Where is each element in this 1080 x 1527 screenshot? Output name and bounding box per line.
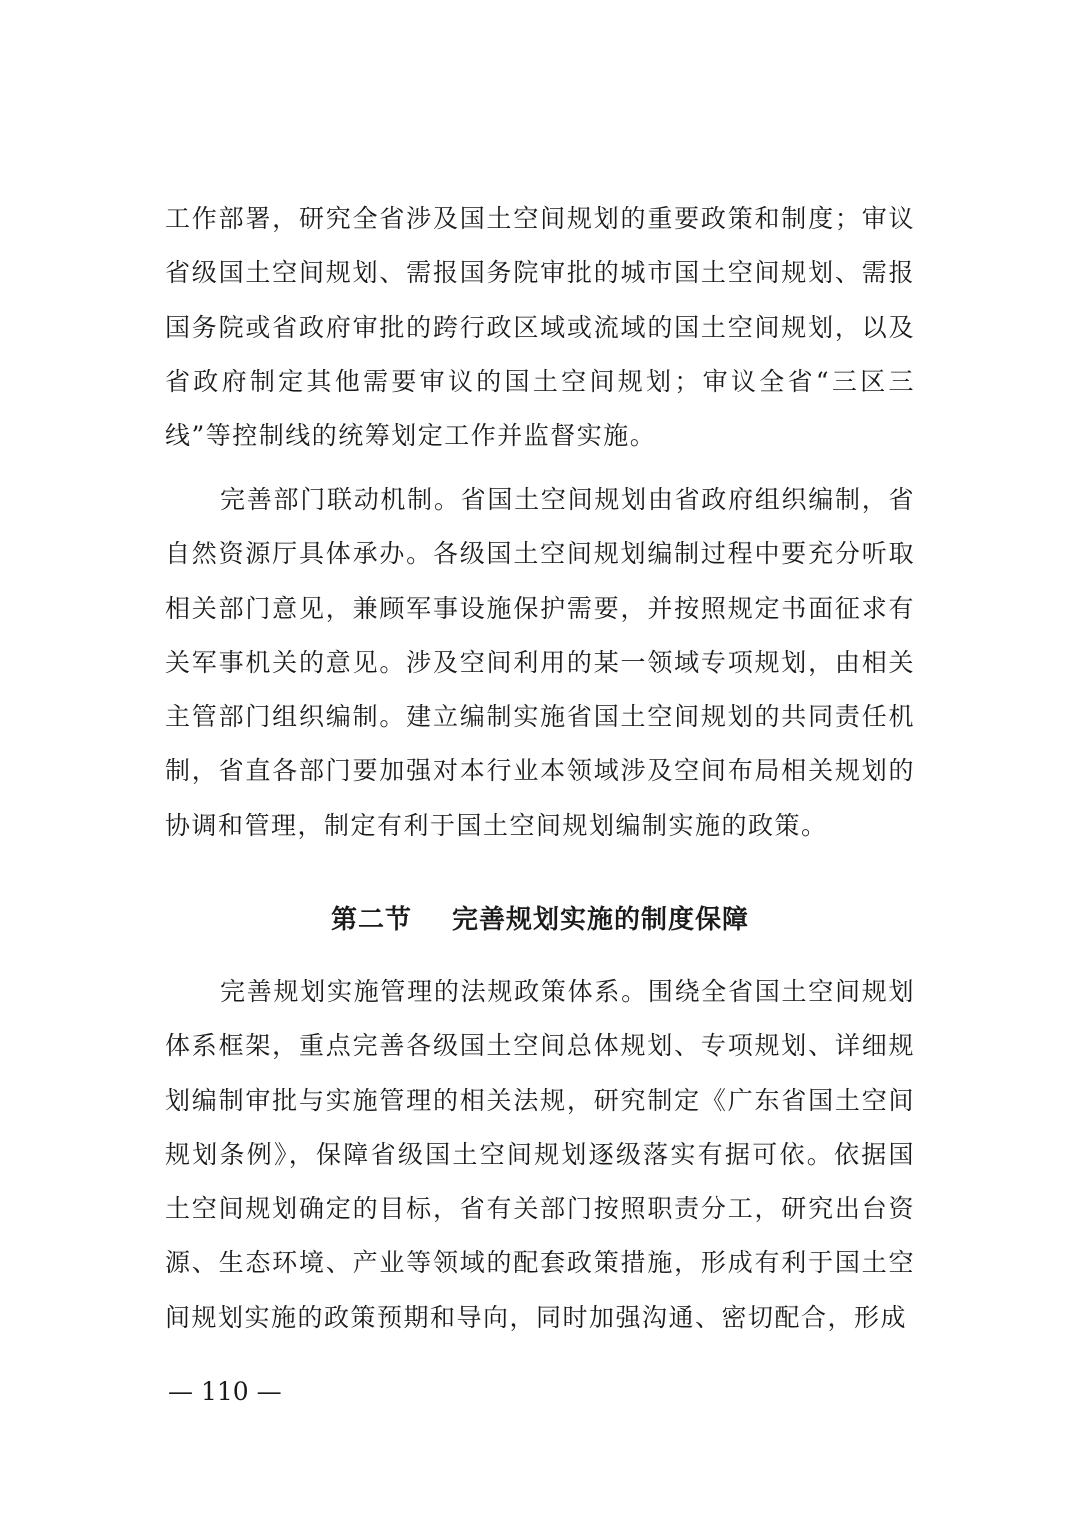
paragraph-regulations-policy: 完善规划实施管理的法规政策体系。围绕全省国土空间规划体系框架，重点完善各级国土空间总体规划、专项规划、详细规划编制审批与实施管理的相关法规，研究制定《广东省国土空间规划条例》，保障省级国土空间规划逐级落实有据可依。依据国土空间规划确定的目标，省有关部门按照职责分工，研究出台资源、生态环境、产业等领域的配套政策措施，形成有利于国土空间规划实施的政策预期和导向，同时加强沟通、密切配合，形成 xyxy=(165,977,915,1332)
section-title: 完善规划实施的制度保障 xyxy=(452,905,750,935)
section-heading xyxy=(165,900,915,940)
section-number: 第二节 xyxy=(330,905,412,935)
paragraph-department-linkage: 完善部门联动机制。省国土空间规划由省政府组织编制，省自然资源厅具体承办。各级国土空间规划编制过程中要充分听取相关部门意见，兼顾军事设施保护需要，并按照规定书面征求有关军事机关的意见。涉及空间利用的某一领域专项规划，由相关主管部门组织编制。建立编制实施省国土空间规划的共同责任机制，省直各部门要加强对本行业本领域涉及空间布局相关规划的协调和管理，制定有利于国土空间规划编制实施的政策。 xyxy=(165,485,915,840)
page-number: — 110 — xyxy=(168,1377,282,1406)
paragraph-continued: 工作部署，研究全省涉及国土空间规划的重要政策和制度；审议省级国土空间规划、需报国务院审批的城市国土空间规划、需报国务院或省政府审批的跨行政区域或流域的国土空间规划，以及省政府制定其他需要审议的国土空间规划；审议全省“三区三线”等控制线的统筹划定工作并监督实施。 xyxy=(165,204,915,451)
